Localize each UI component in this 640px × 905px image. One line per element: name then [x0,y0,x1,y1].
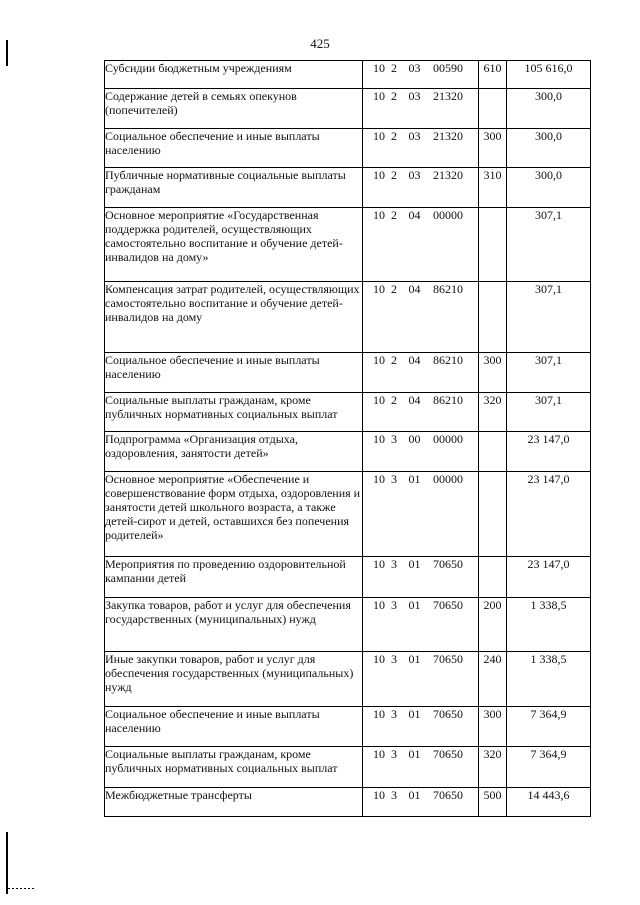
section-code: 10 [373,353,385,367]
row-codes [363,168,479,208]
table-row [105,707,591,747]
amount: 14 443,6 [507,788,591,817]
target-article-code: 86210 [433,353,463,367]
row-codes [363,89,479,129]
section-code: 10 [373,557,385,571]
table-row [105,61,591,89]
row-name: Мероприятия по проведению оздоровительной кампании детей [105,557,363,598]
section-code: 10 [373,393,385,407]
subsection-code: 3 [391,652,397,666]
table-row [105,129,591,168]
row-name: Социальное обеспечение и иные выплаты населению [105,353,363,393]
section-code: 10 [373,747,385,761]
table-row [105,168,591,208]
program-code: 01 [408,788,421,802]
subsection-code: 3 [391,788,397,802]
section-code: 10 [373,61,385,75]
target-article-code: 00590 [433,61,463,75]
row-codes [363,788,479,817]
program-code: 03 [408,168,421,182]
program-code: 01 [408,598,421,612]
row-name: Основное мероприятие «Обеспечение и совершенствование форм отдыха, оздоровления и занятости детей школьного возраста, а также детей-сирот и детей, оставшихся без попечения родителей» [105,472,363,557]
table-row [105,472,591,557]
section-code: 10 [373,598,385,612]
budget-table [104,60,591,817]
row-codes [363,747,479,788]
amount: 307,1 [507,208,591,282]
expense-type-code [479,208,507,282]
row-codes [363,432,479,472]
row-codes [363,208,479,282]
subsection-code: 2 [391,208,397,222]
expense-type-code: 320 [479,393,507,432]
row-codes [363,61,479,89]
subsection-code: 2 [391,282,397,296]
subsection-code: 3 [391,432,397,446]
row-codes [363,282,479,353]
program-code: 04 [408,282,421,296]
expense-type-code [479,557,507,598]
program-code: 04 [408,393,421,407]
table-row [105,393,591,432]
section-code: 10 [373,652,385,666]
amount: 1 338,5 [507,598,591,652]
subsection-code: 3 [391,707,397,721]
row-codes [363,598,479,652]
row-codes [363,393,479,432]
table-row [105,432,591,472]
section-code: 10 [373,129,385,143]
section-code: 10 [373,89,385,103]
target-article-code: 70650 [433,788,463,802]
row-codes [363,129,479,168]
amount: 300,0 [507,129,591,168]
expense-type-code: 300 [479,707,507,747]
scan-edge-dots [8,888,36,889]
subsection-code: 2 [391,61,397,75]
section-code: 10 [373,472,385,486]
row-name: Публичные нормативные социальные выплаты гражданам [105,168,363,208]
row-name: Субсидии бюджетным учреждениям [105,61,363,89]
row-name: Социальные выплаты гражданам, кроме публичных нормативных социальных выплат [105,747,363,788]
table-row [105,208,591,282]
amount: 23 147,0 [507,557,591,598]
target-article-code: 70650 [433,598,463,612]
target-article-code: 00000 [433,208,463,222]
subsection-code: 2 [391,393,397,407]
section-code: 10 [373,707,385,721]
expense-type-code: 240 [479,652,507,707]
program-code: 03 [408,61,421,75]
program-code: 01 [408,707,421,721]
program-code: 03 [408,89,421,103]
row-codes [363,557,479,598]
expense-type-code: 500 [479,788,507,817]
subsection-code: 2 [391,353,397,367]
target-article-code: 70650 [433,557,463,571]
row-codes [363,472,479,557]
row-name: Содержание детей в семьях опекунов (попечителей) [105,89,363,129]
table-row [105,747,591,788]
expense-type-code: 610 [479,61,507,89]
row-name: Основное мероприятие «Государственная поддержка родителей, осуществляющих самостоятельно воспитание и обучение детей-инвалидов на дому» [105,208,363,282]
amount: 300,0 [507,89,591,129]
target-article-code: 00000 [433,472,463,486]
table-row [105,788,591,817]
section-code: 10 [373,788,385,802]
program-code: 01 [408,747,421,761]
subsection-code: 3 [391,598,397,612]
amount: 307,1 [507,393,591,432]
expense-type-code: 310 [479,168,507,208]
row-name: Социальное обеспечение и иные выплаты населению [105,129,363,168]
target-article-code: 21320 [433,129,463,143]
table-row [105,652,591,707]
expense-type-code [479,432,507,472]
section-code: 10 [373,432,385,446]
amount: 307,1 [507,353,591,393]
target-article-code: 86210 [433,393,463,407]
expense-type-code [479,89,507,129]
subsection-code: 3 [391,472,397,486]
section-code: 10 [373,282,385,296]
row-name: Иные закупки товаров, работ и услуг для обеспечения государственных (муниципальных) нужд [105,652,363,707]
row-name: Социальное обеспечение и иные выплаты населению [105,707,363,747]
amount: 7 364,9 [507,747,591,788]
row-name: Подпрограмма «Организация отдыха, оздоровления, занятости детей» [105,432,363,472]
expense-type-code: 320 [479,747,507,788]
expense-type-code: 200 [479,598,507,652]
expense-type-code: 300 [479,129,507,168]
amount: 23 147,0 [507,432,591,472]
expense-type-code [479,282,507,353]
target-article-code: 70650 [433,707,463,721]
row-name: Компенсация затрат родителей, осуществляющих самостоятельно воспитание и обучение детей-инвалидов на дому [105,282,363,353]
amount: 7 364,9 [507,707,591,747]
subsection-code: 3 [391,557,397,571]
target-article-code: 21320 [433,89,463,103]
program-code: 04 [408,353,421,367]
subsection-code: 3 [391,747,397,761]
program-code: 03 [408,129,421,143]
subsection-code: 2 [391,168,397,182]
table-row [105,282,591,353]
section-code: 10 [373,208,385,222]
program-code: 00 [408,432,421,446]
expense-type-code [479,472,507,557]
target-article-code: 21320 [433,168,463,182]
amount: 23 147,0 [507,472,591,557]
subsection-code: 2 [391,89,397,103]
table-row [105,598,591,652]
row-name: Межбюджетные трансферты [105,788,363,817]
row-name: Закупка товаров, работ и услуг для обеспечения государственных (муниципальных) нужд [105,598,363,652]
program-code: 01 [408,557,421,571]
amount: 1 338,5 [507,652,591,707]
program-code: 04 [408,208,421,222]
target-article-code: 70650 [433,747,463,761]
scan-edge-mark [6,832,8,894]
target-article-code: 70650 [433,652,463,666]
table-row [105,353,591,393]
row-codes [363,707,479,747]
section-code: 10 [373,168,385,182]
row-name: Социальные выплаты гражданам, кроме публичных нормативных социальных выплат [105,393,363,432]
table-row [105,557,591,598]
expense-type-code: 300 [479,353,507,393]
target-article-code: 00000 [433,432,463,446]
table-row [105,89,591,129]
program-code: 01 [408,472,421,486]
amount: 300,0 [507,168,591,208]
subsection-code: 2 [391,129,397,143]
row-codes [363,652,479,707]
program-code: 01 [408,652,421,666]
page-number: 425 [310,36,330,51]
amount: 105 616,0 [507,61,591,89]
target-article-code: 86210 [433,282,463,296]
amount: 307,1 [507,282,591,353]
row-codes [363,353,479,393]
